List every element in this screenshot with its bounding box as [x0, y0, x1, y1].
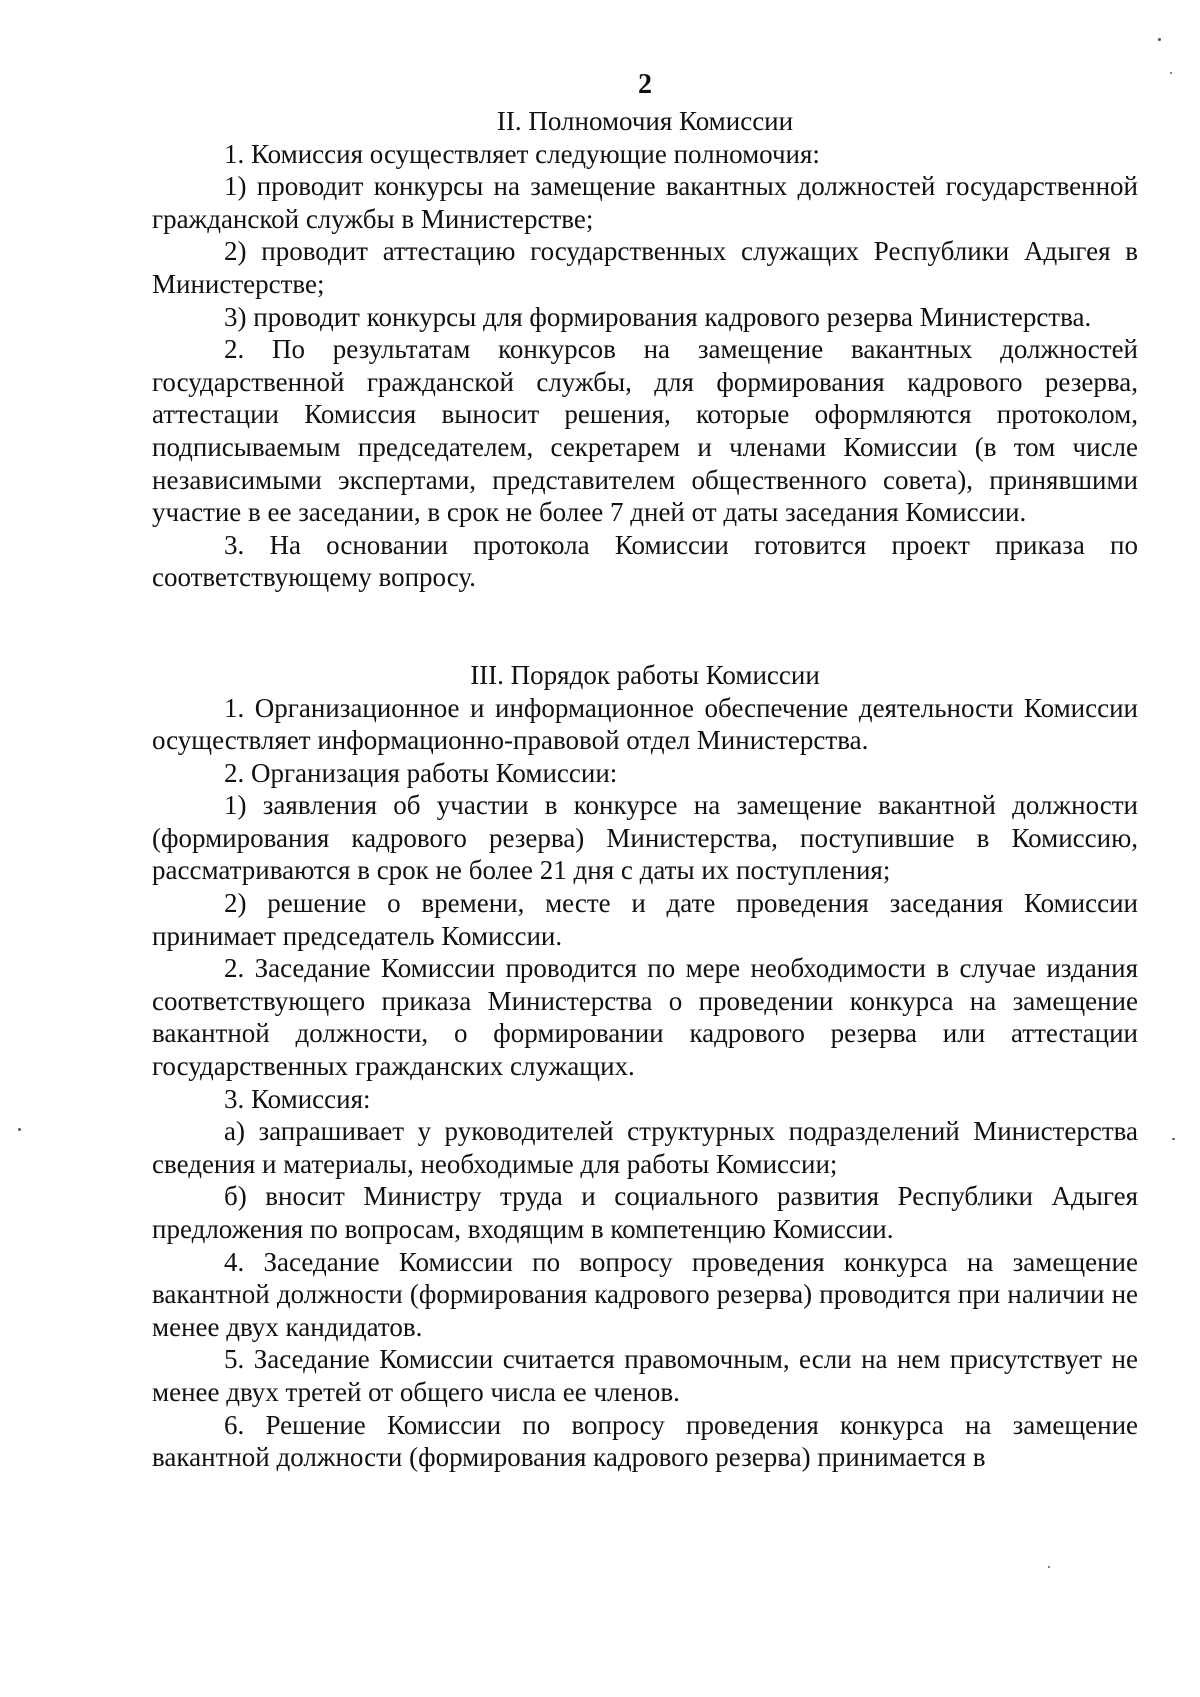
paragraph: 2) решение о времени, месте и дате проведения заседания Комиссии принимает председатель Комиссии. [152, 888, 1138, 951]
paragraph: 1. Организационное и информационное обеспечение деятельности Комиссии осуществляет информационно-правовой отдел Министерства. [152, 692, 1138, 756]
paragraph: 2. По результатам конкурсов на замещение вакантных должностей государственной гражданской службы, для формирования кадрового резерва, аттестации Комиссия выносит решения, которые оформляются протоколом, подписываемым председателем, секретарем и членами Комиссии (в том числе независимыми экспертами, представителем общественного совета), принявшими участие в ее заседании, в срок не более 7 дней от даты заседания Комиссии. [152, 334, 1138, 528]
paragraph: 2. Организация работы Комиссии: [224, 757, 618, 788]
paragraph: 3. Комиссия: [224, 1083, 371, 1114]
section-spacer [152, 594, 1138, 659]
document-page [152, 60, 1138, 1474]
paragraph: 1) проводит конкурсы на замещение вакантных должностей государственной гражданской службы в Министерстве; [152, 171, 1138, 234]
scan-speck [1170, 72, 1172, 74]
paragraph: а) запрашивает у руководителей структурных подразделений Министерства сведения и материалы, необходимые для работы Комиссии; [152, 1116, 1138, 1179]
paragraph: 2. Заседание Комиссии проводится по мере необходимости в случае издания соответствующего приказа Министерства о проведении конкурса на замещение вакантной должности, о формировании кадрового резерва или аттестации государственных гражданских служащих. [152, 953, 1138, 1082]
scan-speck [18, 1128, 21, 1131]
paragraph: 1. Комиссия осуществляет следующие полномочия: [224, 138, 820, 169]
paragraph: 3) проводит конкурсы для формирования кадрового резерва Министерства. [224, 301, 1092, 332]
paragraph: б) вносит Министру труда и социального развития Республики Адыгея предложения по вопросам, входящим в компетенцию Комиссии. [152, 1181, 1138, 1244]
section-heading-powers: II. Полномочия Комиссии [496, 106, 794, 136]
paragraph: 2) проводит аттестацию государственных служащих Республики Адыгея в Министерстве; [152, 236, 1138, 299]
scan-speck [1048, 1566, 1050, 1568]
paragraph: 6. Решение Комиссии по вопросу проведения конкурса на замещение вакантной должности (формирования кадрового резерва) принимается в [152, 1409, 1138, 1473]
page-number: 2 [638, 69, 652, 100]
paragraph: 4. Заседание Комиссии по вопросу проведения конкурса на замещение вакантной должности (формирования кадрового резерва) проводится при наличии не менее двух кандидатов. [152, 1246, 1138, 1342]
paragraph: 5. Заседание Комиссии считается правомочным, если на нем присутствует не менее двух третей от общего числа ее членов. [152, 1344, 1138, 1407]
scan-speck [1158, 38, 1161, 41]
paragraph: 1) заявления об участии в конкурсе на замещение вакантной должности (формирования кадрового резерва) Министерства, поступившие в Комиссию, рассматриваются в срок не более 21 дня с даты их поступления; [152, 790, 1138, 886]
paragraph: 3. На основании протокола Комиссии готовится проект приказа по соответствующему вопросу. [152, 529, 1138, 593]
scan-speck [1172, 1138, 1175, 1140]
section-heading-procedure: III. Порядок работы Комиссии [470, 659, 820, 690]
